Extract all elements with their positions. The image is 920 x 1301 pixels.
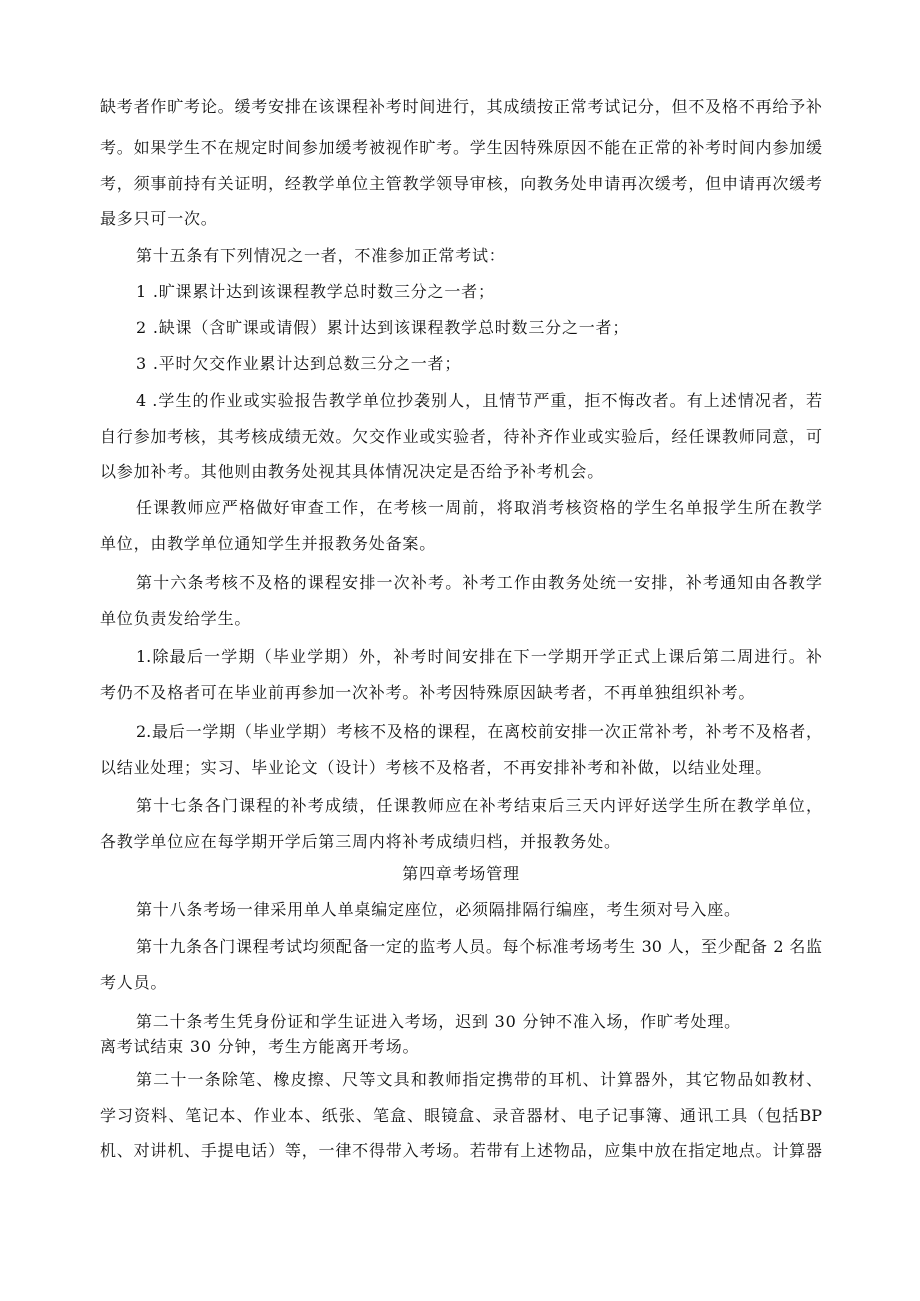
list-item: 2.最后一学期（毕业学期）考核不及格的课程，在离校前安排一次正常补考，补考不及格者， — [136, 722, 822, 741]
paragraph-line: 以结业处理；实习、毕业论文（设计）考核不及格者，不再安排补考和补做，以结业处理。 — [100, 758, 773, 777]
paragraph-line: 考仍不及格者可在毕业前再参加一次补考。补考因特殊原因缺考者，不再单独组织补考。 — [100, 683, 756, 702]
paragraph-line: 离考试结束 30 分钟，考生方能离开考场。 — [100, 1037, 420, 1056]
paragraph-line: 各教学单位应在每学期开学后第三周内将补考成绩归档，并报教务处。 — [100, 832, 621, 851]
paragraph-line: 第十九条各门课程考试均须配备一定的监考人员。每个标准考场考生 30 人，至少配备 2 名监 — [136, 937, 822, 956]
paragraph-line: 考人员。 — [100, 973, 168, 992]
paragraph-line: 学习资料、笔记本、作业本、纸张、笔盒、眼镜盒、录音器材、电子记事簿、通讯工具（包括BP — [100, 1106, 822, 1125]
paragraph-line: 考。如果学生不在规定时间参加缓考被视作旷考。学生因特殊原因不能在正常的补考时间内参加缓 — [100, 138, 822, 157]
chapter-heading: 第四章考场管理 — [402, 864, 520, 883]
list-item: 1 .旷课累计达到该课程教学总时数三分之一者； — [136, 282, 495, 301]
paragraph-line: 任课教师应严格做好审查工作，在考核一周前，将取消考核资格的学生名单报学生所在教学 — [136, 498, 822, 517]
list-item: 2 .缺课（含旷课或请假）累计达到该课程教学总时数三分之一者； — [136, 318, 630, 337]
paragraph-line: 缺考者作旷考论。缓考安排在该课程补考时间进行，其成绩按正常考试记分，但不及格不再给予补 — [100, 97, 822, 116]
list-item: 4 .学生的作业或实验报告教学单位抄袭别人，且情节严重，拒不悔改者。有上述情况者，若 — [136, 391, 822, 410]
paragraph-line: 自行参加考核，其考核成绩无效。欠交作业或实验者，待补齐作业或实验后，经任课教师同意，可 — [100, 427, 822, 446]
paragraph-line: 以参加补考。其他则由教务处视其具体情况决定是否给予补考机会。 — [100, 462, 605, 481]
paragraph-line: 单位，由教学单位通知学生并报教务处备案。 — [100, 534, 437, 553]
list-item: 1.除最后一学期（毕业学期）外，补考时间安排在下一学期开学正式上课后第二周进行。补 — [136, 647, 822, 666]
paragraph-line: 机、对讲机、手提电话）等，一律不得带入考场。若带有上述物品，应集中放在指定地点。计算器 — [100, 1141, 822, 1160]
list-item: 3 .平时欠交作业累计达到总数三分之一者； — [136, 354, 462, 373]
paragraph-line: 第二十条考生凭身份证和学生证进入考场，迟到 30 分钟不准入场，作旷考处理。 — [136, 1012, 741, 1031]
paragraph-line: 最多只可一次。 — [100, 209, 218, 228]
paragraph-line: 考，须事前持有关证明，经教学单位主管教学领导审核，向教务处申请再次缓考，但申请再次缓考 — [100, 174, 822, 193]
paragraph-line: 第十六条考核不及格的课程安排一次补考。补考工作由教务处统一安排，补考通知由各教学 — [136, 573, 822, 592]
paragraph-line: 单位负责发给学生。 — [100, 609, 252, 628]
paragraph-line: 第十五条有下列情况之一者，不准参加正常考试： — [136, 246, 506, 265]
paragraph-line: 第二十一条除笔、橡皮擦、尺等文具和教师指定携带的耳机、计算器外，其它物品如教材、 — [136, 1070, 822, 1089]
paragraph-line: 第十八条考场一律采用单人单桌编定座位，必须隔排隔行编座，考生须对号入座。 — [136, 900, 741, 919]
paragraph-line: 第十七条各门课程的补考成绩，任课教师应在补考结束后三天内评好送学生所在教学单位， — [136, 796, 822, 815]
